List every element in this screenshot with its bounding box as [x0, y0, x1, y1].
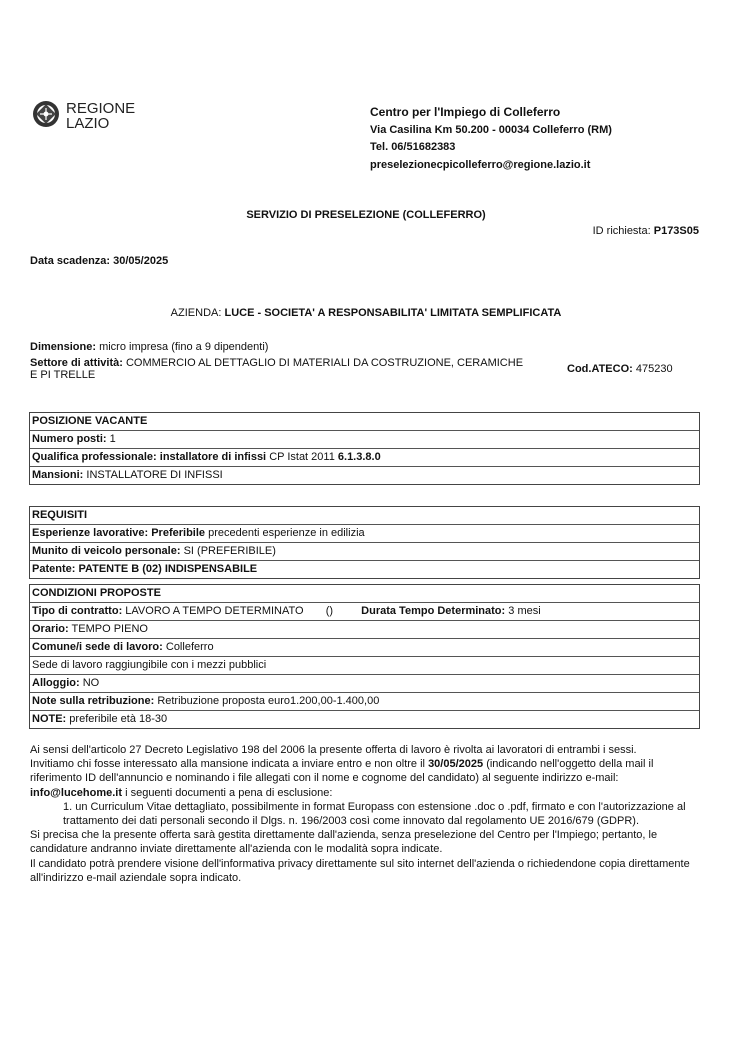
qualifica-mid: CP Istat 2011 — [269, 451, 335, 463]
regione-lazio-logo-icon — [32, 100, 60, 128]
retribuzione-label: Note sulla retribuzione: — [32, 695, 155, 707]
id-richiesta-label: ID richiesta: — [592, 225, 651, 237]
comune-row — [30, 639, 699, 657]
azienda-value: LUCE - SOCIETA' A RESPONSABILITA' LIMITATA SEMPLIFICATA — [224, 307, 562, 319]
contratto-label: Tipo di contratto: — [32, 605, 123, 617]
azienda-label: AZIENDA: — [170, 307, 222, 319]
comune-value: Colleferro — [165, 641, 214, 653]
azienda-line — [0, 307, 732, 319]
ateco-value: 475230 — [635, 363, 673, 375]
footer-item1a: 1. un Curriculum Vitae dettagliato, possibilmente in format Europass con estensione .doc o .pdf, firmato e con l'autorizzazione al — [63, 800, 686, 813]
centro-address: Via Casilina Km 50.200 - 00034 Colleferro (RM) — [370, 123, 612, 136]
settore-line — [30, 357, 540, 381]
centro-tel: Tel. 06/51682383 — [370, 141, 456, 153]
footer-p3: riferimento ID dell'annuncio e nominando i file allegati con il nome e cognome del candidato) al seguente indirizzo e-mail: — [30, 772, 619, 785]
contratto-paren: () — [325, 605, 334, 617]
mansioni-label: Mansioni: — [32, 469, 84, 481]
ateco-label: Cod.ATECO: — [567, 363, 633, 375]
veicolo-value: SI (PREFERIBILE) — [183, 545, 276, 557]
dimensione-line — [30, 341, 268, 353]
esperienze-value: precedenti esperienze in edilizia — [208, 527, 365, 539]
id-richiesta-value: P173S05 — [653, 225, 699, 237]
logo-line-1: REGIONE — [66, 100, 136, 117]
requisiti-box — [29, 506, 700, 579]
mansioni-value: INSTALLATORE DI INFISSI — [86, 469, 223, 481]
alloggio-row — [30, 675, 699, 693]
id-richiesta — [593, 225, 699, 237]
settore-value-2: E PI TRELLE — [30, 369, 96, 381]
mansioni-row — [30, 467, 699, 484]
esperienze-label: Esperienze lavorative: Preferibile — [32, 527, 206, 539]
note-value: preferibile età 18-30 — [69, 713, 168, 725]
qualifica-label: Qualifica professionale: installatore di infissi — [32, 451, 267, 463]
posizione-vacante-box — [29, 412, 700, 485]
sede-note: Sede di lavoro raggiungibile con i mezzi pubblici — [32, 659, 267, 671]
patente-row — [30, 561, 699, 578]
footer-p2: Invitiamo chi fosse interessato alla mansione indicata a inviare entro e non oltre il 30/05/2025 (indicando nell'oggetto della mail il — [30, 758, 654, 771]
requisiti-title: REQUISITI — [30, 507, 699, 525]
centro-impiego-block — [370, 104, 612, 174]
footer-text — [30, 743, 710, 885]
centro-title: Centro per l'Impiego di Colleferro — [370, 105, 561, 119]
contratto-value: LAVORO A TEMPO DETERMINATO — [125, 605, 304, 617]
note-row — [30, 711, 699, 728]
settore-value-1: COMMERCIO AL DETTAGLIO DI MATERIALI DA COSTRUZIONE, CERAMICHE — [125, 357, 524, 369]
footer-email-link[interactable]: info@lucehome.it — [30, 786, 123, 799]
contratto-row — [30, 603, 699, 621]
retribuzione-row — [30, 693, 699, 711]
numero-posti-row — [30, 431, 699, 449]
patente-value: PATENTE B (02) INDISPENSABILE — [78, 563, 258, 575]
footer-deadline: 30/05/2025 — [428, 758, 484, 771]
comune-label: Comune/i sede di lavoro: — [32, 641, 163, 653]
orario-label: Orario: — [32, 623, 69, 635]
centro-email[interactable]: preselezionecpicolleferro@regione.lazio.it — [370, 158, 591, 171]
alloggio-label: Alloggio: — [32, 677, 80, 689]
esperienze-row — [30, 525, 699, 543]
footer-p7: Il candidato potrà prendere visione dell'informativa privacy direttamente sul sito internet dell'azienda o richiedendone copia direttamente — [30, 857, 690, 870]
orario-row — [30, 621, 699, 639]
logo-text — [66, 101, 135, 131]
retribuzione-value: Retribuzione proposta euro1.200,00-1.400,00 — [157, 695, 380, 707]
veicolo-row — [30, 543, 699, 561]
footer-p4: info@lucehome.it i seguenti documenti a pena di esclusione: — [30, 786, 333, 799]
posizione-title: POSIZIONE VACANTE — [30, 413, 699, 431]
qualifica-row — [30, 449, 699, 467]
settore-label: Settore di attività: — [30, 357, 123, 369]
qualifica-code: 6.1.3.8.0 — [337, 451, 381, 463]
durata-label: Durata Tempo Determinato: — [361, 605, 506, 617]
numero-posti-label: Numero posti: — [32, 433, 107, 445]
footer-item1b: trattamento dei dati personali secondo il Dlgs. n. 196/2003 così come innovato dal regolamento UE 2016/679 (GDPR). — [63, 815, 639, 828]
footer-p5: Si precisa che la presente offerta sarà gestita direttamente dall'azienda, senza preselezione del Centro per l'Impiego; pertanto, le — [30, 829, 658, 842]
numero-posti-value: 1 — [109, 433, 116, 445]
footer-p1: Ai sensi dell'articolo 27 Decreto Legislativo 198 del 2006 la presente offerta di lavoro è rivolta ai lavoratori di entrambi i sessi. — [30, 744, 637, 756]
logo-line-2: LAZIO — [66, 115, 110, 132]
data-scadenza: Data scadenza: 30/05/2025 — [30, 255, 169, 267]
footer-p8: all'indirizzo e-mail aziendale sopra indicato. — [30, 871, 242, 884]
sede-note-row — [30, 657, 699, 675]
dimensione-value: micro impresa (fino a 9 dipendenti) — [99, 341, 269, 353]
note-label: NOTE: — [32, 713, 67, 725]
orario-value: TEMPO PIENO — [71, 623, 148, 635]
patente-label: Patente: — [32, 563, 76, 575]
service-title: SERVIZIO DI PRESELEZIONE (COLLEFERRO) — [246, 209, 486, 221]
ateco-line — [567, 363, 673, 375]
condizioni-title: CONDIZIONI PROPOSTE — [30, 585, 699, 603]
veicolo-label: Munito di veicolo personale: — [32, 545, 181, 557]
condizioni-box — [29, 584, 700, 729]
dimensione-label: Dimensione: — [30, 341, 97, 353]
durata-value: 3 mesi — [508, 605, 541, 617]
footer-p6: candidature andranno inviate direttamente all'azienda con le modalità sopra indicate. — [30, 843, 443, 856]
alloggio-value: NO — [82, 677, 100, 689]
